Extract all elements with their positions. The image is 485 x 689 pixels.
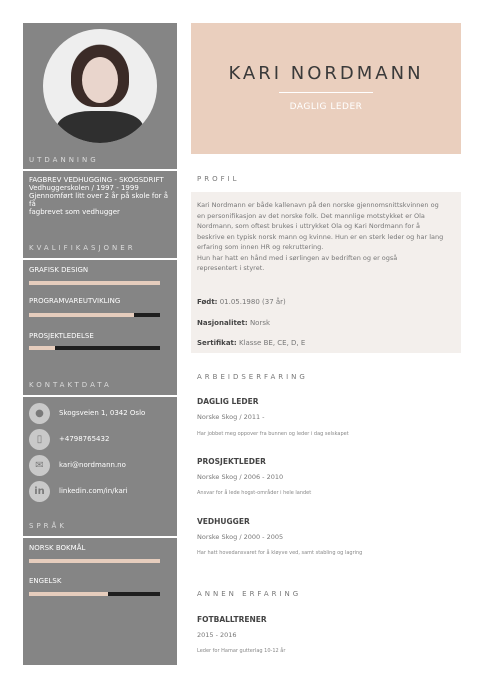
contact-phone — [29, 429, 177, 451]
fact-nationality — [197, 319, 270, 327]
job-company: Norske Skog / 2000 - 2005 — [197, 533, 284, 541]
job-title: PROSJEKTLEDER — [197, 457, 266, 466]
skill-label: PROGRAMVAREUTVIKLING — [29, 297, 121, 305]
fact-label: Sertifikat: — [197, 339, 237, 347]
fact-label: Født: — [197, 298, 218, 306]
profile-line: Hun har hatt en hånd med i sørlingen av bedriften og er også — [197, 253, 398, 262]
divider — [23, 536, 177, 538]
job-title: FOTBALLTRENER — [197, 615, 267, 624]
education-text — [29, 176, 177, 216]
phone-text: +4798765432 — [59, 435, 110, 443]
job-title: VEDHUGGER — [197, 517, 250, 526]
skill-bar — [29, 313, 160, 317]
fact-license — [197, 339, 305, 347]
location-pin-icon: ● — [29, 403, 50, 424]
person-name: KARI NORDMANN — [228, 63, 424, 84]
profile-line: erfaring som innen HR og rekruttering. — [197, 243, 324, 251]
work-heading: ARBEIDSERFARING — [197, 373, 308, 381]
sidebar — [23, 23, 177, 665]
contact-email — [29, 455, 177, 477]
job-period: 2015 - 2016 — [197, 631, 237, 639]
profile-line: representert i styret. — [197, 264, 265, 272]
fact-value: Klasse BE, CE, D, E — [238, 339, 306, 347]
fact-birth — [197, 298, 286, 306]
fact-value: 01.05.1980 (37 år) — [219, 298, 286, 306]
languages-heading: SPRÅK — [29, 522, 67, 530]
header-divider — [279, 92, 373, 93]
profile-photo — [43, 29, 157, 143]
education-desc-1: Gjennomført litt over 2 år på skole for å få — [29, 192, 169, 208]
skill-bar — [29, 346, 160, 350]
job-title: DAGLIG LEDER — [197, 397, 259, 406]
profile-line: beskrive en typisk norsk mann og kvinne. Hun er en sterk leder og har lang — [197, 232, 444, 241]
skill-bar — [29, 281, 160, 285]
mail-icon: ✉ — [29, 455, 50, 476]
profile-heading: PROFIL — [197, 175, 240, 183]
job-description: Ansvar for å lede hogst-områder i hele landet — [197, 490, 312, 496]
education-desc-2: fagbrevet som vedhugger — [29, 208, 120, 216]
job-description: Har jobbet meg oppover fra bunnen og leder i dag selskapet — [197, 431, 349, 437]
language-label: NORSK BOKMÅL — [29, 544, 86, 552]
job-description: Har hatt hovedansvaret for å kløyve ved, samt stabling og lagring — [197, 550, 363, 556]
phone-icon: ▯ — [29, 429, 50, 450]
profile-line: Nordmann, som oftest brukes i uttrykket Ola og Kari Nordmann for å — [197, 222, 421, 230]
language-bar — [29, 559, 160, 563]
person-role: DAGLIG LEDER — [289, 102, 363, 112]
divider — [23, 395, 177, 397]
contact-linkedin — [29, 481, 177, 503]
education-heading: UTDANNING — [29, 156, 99, 164]
language-bar — [29, 592, 160, 596]
skill-label: GRAFISK DESIGN — [29, 266, 89, 274]
linkedin-text: linkedin.com/in/kari — [59, 487, 128, 495]
divider — [23, 258, 177, 260]
education-school: Vedhuggerskolen / 1997 - 1999 — [29, 184, 139, 192]
skill-label: PROSJEKTLEDELSE — [29, 332, 94, 340]
linkedin-icon: in — [29, 481, 50, 502]
education-degree: FAGBREV VEDHUGGING - SKOGSDRIFT — [29, 176, 164, 184]
other-heading: ANNEN ERFARING — [197, 590, 302, 598]
email-text: kari@nordmann.no — [59, 461, 126, 469]
contact-address — [29, 403, 177, 425]
address-text: Skogsveien 1, 0342 Oslo — [59, 409, 146, 417]
qualifications-heading: KVALIFIKASJONER — [29, 244, 136, 252]
job-company: Norske Skog / 2011 - — [197, 413, 265, 421]
profile-line: Kari Nordmann er både kallenavn på den norske gjennomsnittskvinnen og — [197, 201, 439, 209]
fact-value: Norsk — [249, 319, 271, 327]
contact-heading: KONTAKTDATA — [29, 381, 112, 389]
fact-label: Nasjonalitet: — [197, 319, 248, 327]
profile-text — [197, 200, 455, 274]
job-description: Leder for Hamar gutterlag 10-12 år — [197, 648, 286, 654]
job-company: Norske Skog / 2006 - 2010 — [197, 473, 284, 481]
divider — [23, 169, 177, 171]
name-header — [191, 23, 461, 154]
profile-box — [191, 192, 461, 353]
language-label: ENGELSK — [29, 577, 62, 585]
profile-line: en personifikasjon av det norske folk. Det mannlige motstykket er Ola — [197, 211, 425, 220]
